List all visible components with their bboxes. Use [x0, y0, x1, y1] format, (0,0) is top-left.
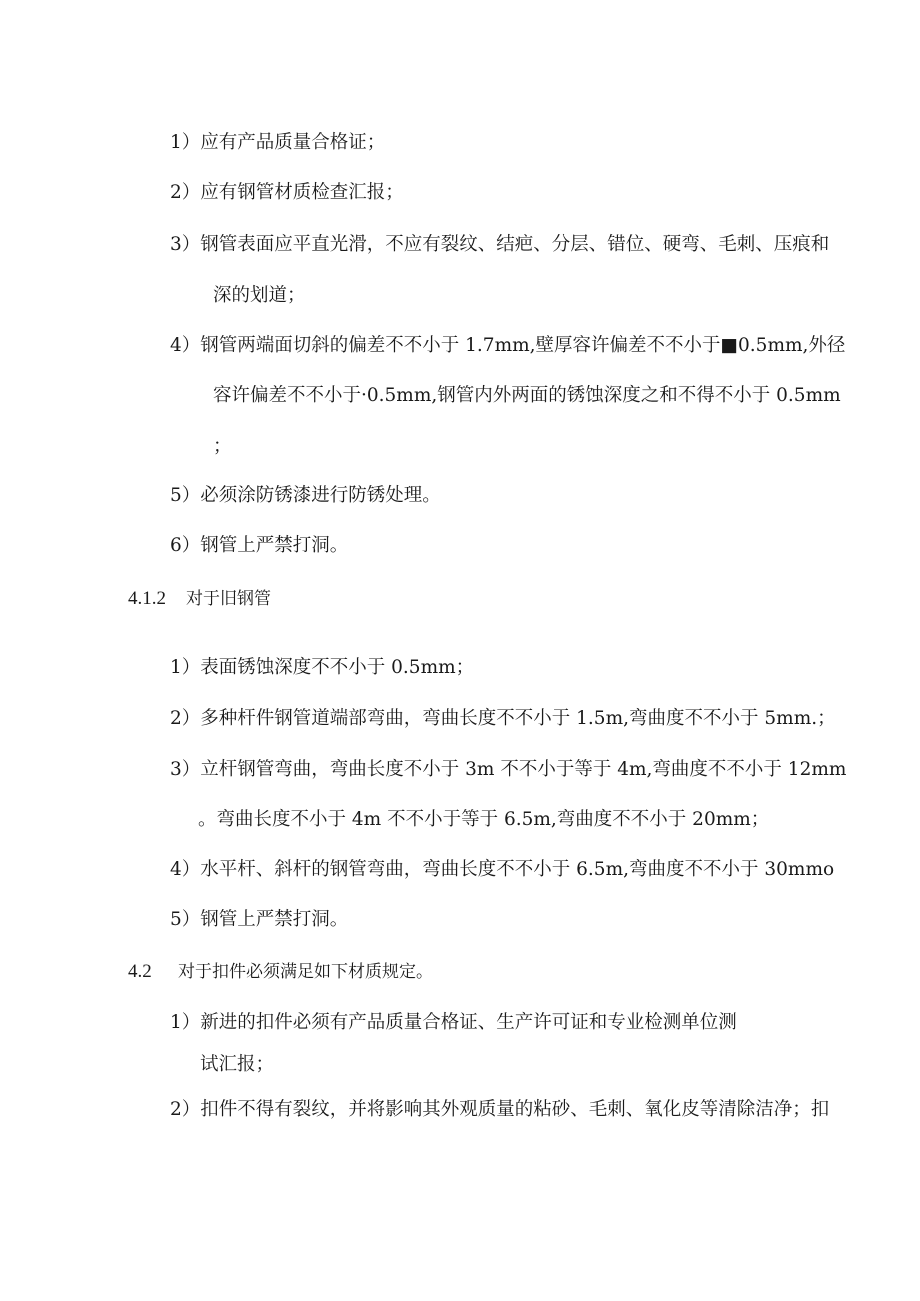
list-item-line: 4）钢管两端面切斜的偏差不不小于 1.7mm,壁厚容许偏差不不小于■0.5mm,外径: [170, 335, 846, 356]
list-item-line: 4）水平杆、斜杆的钢管弯曲，弯曲长度不不小于 6.5m,弯曲度不不小于 30mmo: [170, 859, 835, 880]
list-item-line: 6）钢管上严禁打洞。: [170, 535, 349, 556]
list-item-line: 1）表面锈蚀深度不不小于 0.5mm；: [170, 657, 475, 678]
list-item-line: ；: [213, 436, 232, 457]
list-item-line: 1）新进的扣件必须有产品质量合格证、生产许可证和专业检测单位测: [170, 1012, 737, 1033]
section-heading: [128, 960, 433, 984]
section-title: 对于扣件必须满足如下材质规定。: [178, 962, 433, 982]
list-item-line: 3）钢管表面应平直光滑，不应有裂纹、结疤、分层、错位、硬弯、毛刺、压痕和: [170, 234, 830, 255]
section-number: 4.2: [128, 961, 152, 982]
section-number: 4.1.2: [128, 588, 166, 609]
list-item-line: 试汇报；: [200, 1054, 275, 1075]
section-title: 对于旧钢管: [186, 589, 271, 609]
list-item-line: 1）应有产品质量合格证；: [170, 132, 386, 153]
list-item-line: 2）应有钢管材质检查汇报；: [170, 182, 404, 203]
list-item-line: 深的划道；: [213, 285, 306, 306]
list-item-line: 2）扣件不得有裂纹，并将影响其外观质量的粘砂、毛刺、氧化皮等清除洁净；扣: [170, 1099, 830, 1120]
list-item-line: 5）必须涂防锈漆进行防锈处理。: [170, 485, 441, 506]
section-heading: [128, 587, 271, 611]
list-item-line: 3）立杆钢管弯曲，弯曲长度不小于 3m 不不小于等于 4m,弯曲度不不小于 12mm: [170, 759, 847, 780]
list-item-line: 。弯曲长度不小于 4m 不不小于等于 6.5m,弯曲度不不小于 20mm；: [198, 809, 770, 830]
list-item-line: 容许偏差不不小于·0.5mm,钢管内外两面的锈蚀深度之和不得不小于 0.5mm: [213, 385, 841, 406]
list-item-line: 5）钢管上严禁打洞。: [170, 909, 349, 930]
list-item-line: 2）多种杆件钢管道端部弯曲，弯曲长度不不小于 1.5m,弯曲度不不小于 5mm.；: [170, 708, 836, 729]
